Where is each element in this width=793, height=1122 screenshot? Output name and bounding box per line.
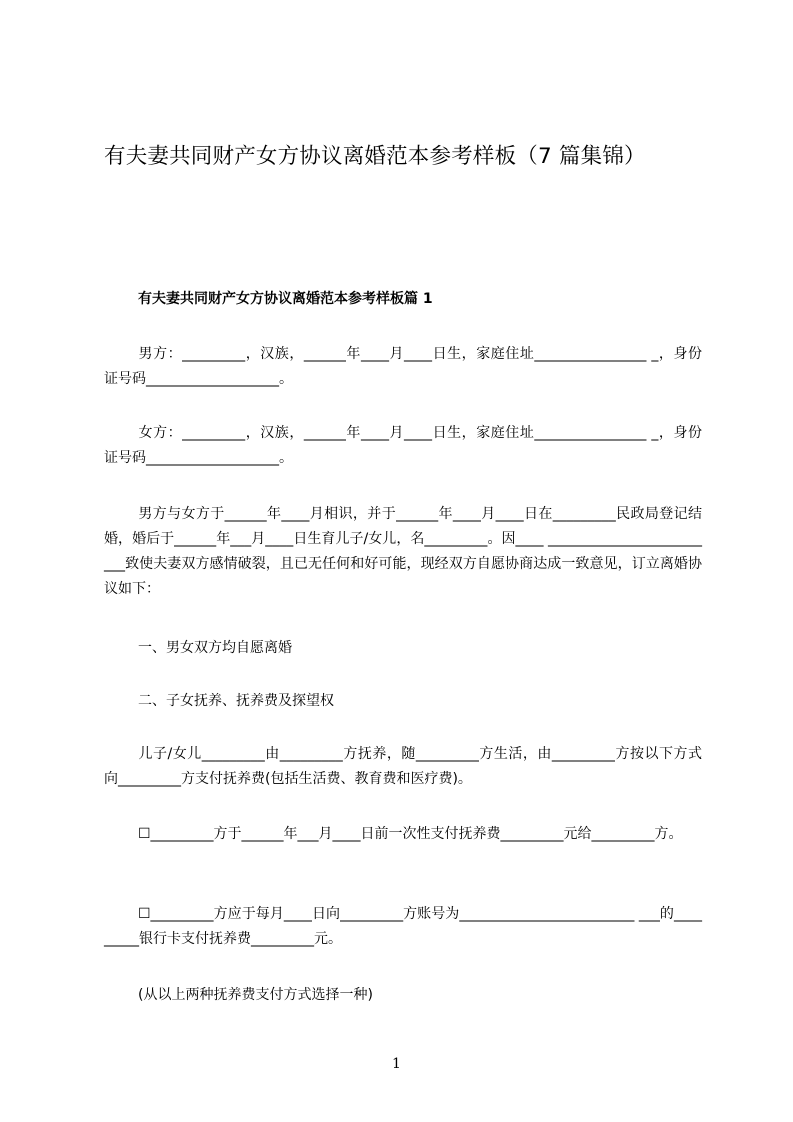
monthly-option-text: ☐_________方应于每月____日向_________方账号为_________________________ ___的_________银行卡支付抚养费_________元。 [104, 906, 702, 947]
paragraph-lump-sum-option [104, 822, 702, 847]
man-info-text: 男方：_________，汉族，______年____月____日生，家庭住址________________ _，身份证号码___________________。 [104, 346, 702, 387]
page-number: 1 [392, 1056, 401, 1072]
payment-method-note: (从以上两种抚养费支付方式选择一种) [138, 987, 373, 1003]
marriage-info-text: 男方与女方于______年____月相识，并于______年____月____日在_________民政局登记结婚，婚后于______年___月____日生育儿子/女儿，名_________。因____ _________________________致使夫妻双方感情破裂，且已无任何和好可能，现经双方自愿协商达成一致意见，订立离婚协议如下： [104, 506, 702, 597]
section-heading: 有夫妻共同财产女方协议离婚范本参考样板篇 1 [138, 291, 433, 307]
paragraph-man-info [104, 342, 702, 392]
paragraph-custody [104, 742, 702, 792]
paragraph-woman-info [104, 421, 702, 471]
custody-text: 儿子/女儿_________由_________方抚养，随_________方生活，由_________方按以下方式向_________方支付抚养费(包括生活费、教育费和医疗费)。 [104, 746, 702, 787]
page-title: 有夫妻共同财产女方协议离婚范本参考样板（7 篇集锦） [104, 144, 646, 169]
paragraph-monthly-option [104, 902, 702, 952]
item-child-custody: 二、子女抚养、抚养费及探望权 [138, 693, 334, 709]
lump-sum-option-text: ☐_________方于______年___月____日前一次性支付抚养费_________元给_________方。 [138, 826, 683, 842]
woman-info-text: 女方：_________，汉族，______年____月____日生，家庭住址________________ _，身份证号码___________________。 [104, 425, 702, 466]
paragraph-marriage-info [104, 502, 702, 602]
item-voluntary-divorce: 一、男女双方均自愿离婚 [138, 640, 292, 656]
